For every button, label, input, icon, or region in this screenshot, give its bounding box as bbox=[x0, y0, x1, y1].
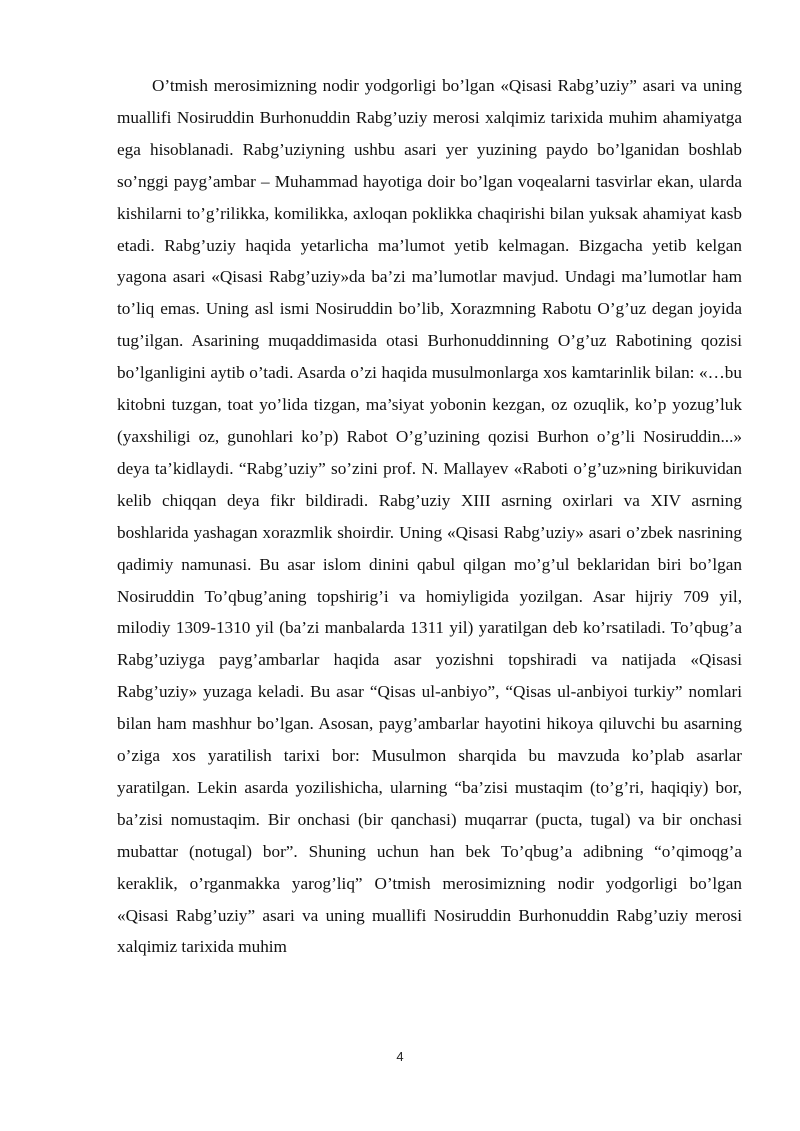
body-paragraph: O’tmish merosimizning nodir yodgorligi bo’lgan «Qisasi Rabg’uziy” asari va uning muallifi Nosiruddin Burhonuddin Rabg’uziy merosi xalqimiz tarixida muhim ahamiyatga ega hisoblanadi. Rabg’uziyning ushbu asari yer yuzining paydo bo’lganidan boshlab so’nggi payg’ambar – Muhammad hayotiga doir bo’lgan voqealarni tasvirlar ekan, ularda kishilarni to’g’rilikka, komilikka, axloqan poklikka chaqirishi bilan yuksak ahamiyat kasb etadi. Rabg’uziy haqida yetarlicha ma’lumot yetib kelmagan. Bizgacha yetib kelgan yagona asari «Qisasi Rabg’uziy»da ba’zi ma’lumotlar mavjud. Undagi ma’lumotlar ham to’liq emas. Uning asl ismi Nosiruddin bo’lib, Xorazmning Rabotu O’g’uz degan joyida tug’ilgan. Asarining muqaddimasida otasi Burhonuddinning O’g’uz Rabotining qozisi bo’lganligini aytib o’tadi. Asarda o’zi haqida musulmonlarga xos kamtarinlik bilan: «…bu kitobni tuzgan, toat yo’lida tizgan, ma’siyat yobonin kezgan, oz ozuqlik, ko’p yozug’luk (yaxshiligi oz, gunohlari ko’p) Rabot O’g’uzining qozisi Burhon o’g’li Nosiruddin...» deya ta’kidlaydi. “Rabg’uziy” so’zini prof. N. Mallayev «Raboti o’g’uz»ning birikuvidan kelib chiqqan deya fikr bildiradi. Rabg’uziy XIII asrning oxirlari va XIV asrning boshlarida yashagan xorazmlik shoirdir. Uning «Qisasi Rabg’uziy» asari o’zbek nasrining qadimiy namunasi. Bu asar islom dinini qabul qilgan mo’g’ul beklaridan biri bo’lgan Nosiruddin To’qbug’aning topshirig’i va homiyligida yozilgan. Asar hijriy 709 yil, milodiy 1309-1310 yil (ba’zi manbalarda 1311 yil) yaratilgan deb ko’rsatiladi. To’qbug’a Rabg’uziyga payg’ambarlar haqida asar yozishni topshiradi va natijada «Qisasi Rabg’uziy» yuzaga keladi. Bu asar “Qisas ul-anbiyo”, “Qisas ul-anbiyoi turkiy” nomlari bilan ham mashhur bo’lgan. Asosan, payg’ambarlar hayotini hikoya qiluvchi bu asarning o’ziga xos yaratilish tarixi bor: Musulmon sharqida bu mavzuda ko’plab asarlar yaratilgan. Lekin asarda yozilishicha, ularning “ba’zisi mustaqim (to’g’ri, haqiqiy) bor, ba’zisi nomustaqim. Bir onchasi (bir qanchasi) muqarrar (pucta, tugal) va bir onchasi mubattar (notugal) bor”. Shuning uchun han bek To’qbug’a adibning “o’qimoqg’a keraklik, o’rganmakka yarog’liq” O’tmish merosimizning nodir yodgorligi bo’lgan «Qisasi Rabg’uziy” asari va uning muallifi Nosiruddin Burhonuddin Rabg’uziy merosi xalqimiz tarixida muhim bbox=[117, 76, 742, 957]
page-number: 4 bbox=[396, 1049, 404, 1064]
page-content bbox=[117, 70, 742, 963]
